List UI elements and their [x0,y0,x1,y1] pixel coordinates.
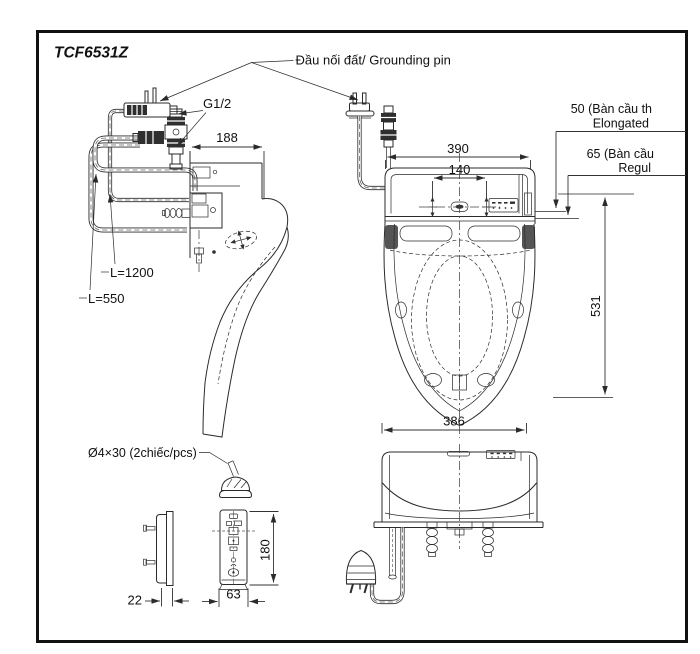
washlet-top-outline [385,168,535,256]
dim-top-width-value: 390 [447,141,469,156]
power-cord-top [360,116,386,188]
offset-regular-callout [535,147,686,219]
mounting-screw-bottom-icon [144,559,156,565]
offset-elongated-en: Elongated [592,116,649,131]
remote-side-view [128,512,189,608]
side-view [79,88,288,437]
indicator-panel [489,199,518,213]
hinge-cap-right [522,225,535,249]
valve-thread-label: G1/2 [203,96,232,111]
cord-length-label: L=1200 [110,265,154,280]
dim-remote-height [250,512,279,586]
screw-icon [220,461,252,498]
hose-length-label: L=550 [88,291,125,306]
cord-length-callout [101,194,154,280]
grounding-pin-label: Đầu nối đất/ Grounding pin [295,52,451,68]
dim-remote-height-value: 180 [257,539,273,561]
dim-remote-depth [128,588,189,608]
hose-length-callout [79,174,125,306]
top-view [346,93,686,438]
dim-length [553,194,634,398]
hose-connector-side-icon [163,209,191,218]
dim-bolt-pitch-value: 140 [448,162,471,177]
seat-top-outline [384,153,535,438]
mounting-screw-top-icon [144,525,156,531]
power-plug-side-icon [124,88,177,117]
screw-spec-label: Ø4×30 (2chiếc/pcs) [88,446,197,460]
offset-elongated-value: 50 (Bàn cầu th [570,102,652,116]
remote-buttons [212,511,255,584]
adjust-mark [223,226,259,254]
dim-remote-width-value: 63 [226,586,241,602]
border-frame [38,32,687,642]
drain-hose [389,528,397,580]
dim-side-depth-value: 188 [216,130,238,145]
water-supply-fitting-icon [381,106,397,168]
hinge-cap-left [385,225,398,249]
screw-callout [88,446,252,498]
dim-seat-width-value: 386 [443,413,465,429]
offset-regular-en: Regul [618,161,651,175]
dim-remote-depth-value: 22 [127,592,142,608]
grounding-pin-callout [160,53,451,102]
dim-remote-width [202,587,265,608]
offset-regular-value: 65 (Bàn cầu [586,147,654,161]
remote-front-view [202,510,279,607]
power-cord-front [372,528,403,603]
washlet-side-profile [163,151,289,437]
dim-side-depth [190,130,264,199]
dim-length-value: 531 [588,295,603,317]
front-view [346,444,543,602]
page-title: TCF6531Z [54,44,129,62]
power-plug-top-icon [346,93,374,118]
dim-seat-width [382,414,527,434]
stop-valve-icon [133,109,187,169]
